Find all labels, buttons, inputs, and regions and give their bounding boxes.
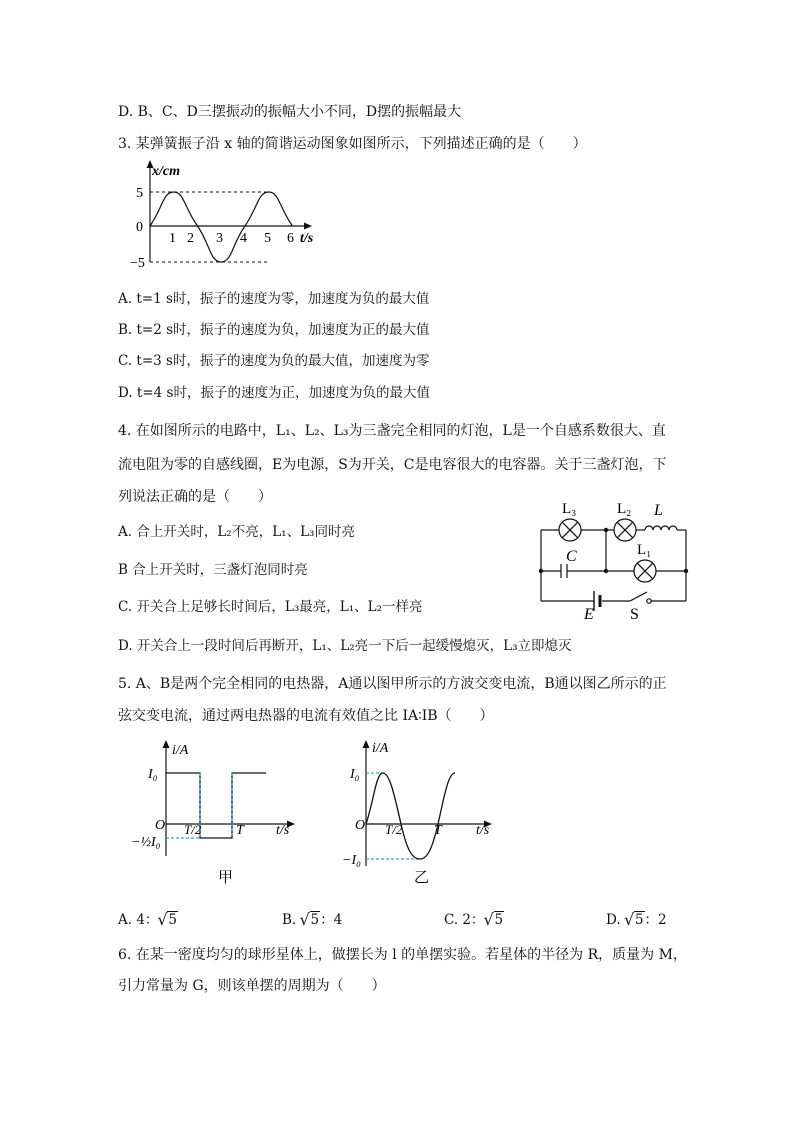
q5-stem-line-1: 5. A、B是两个完全相同的电热器，A通以图甲所示的方波交变电流，B通以图乙所示的正 <box>118 676 667 692</box>
sqrt-symbol: √ 5 <box>485 912 505 928</box>
graph-b-caption: 乙 <box>414 870 430 886</box>
sqrt-symbol: √ 5 <box>301 912 321 928</box>
graph-b-y-label: i/A <box>372 741 389 756</box>
q4-stem-line-2: 流电阻为零的自感线圈，E为电源，S为开关，C是电容很大的电容器。关于三盏灯泡，下 <box>118 457 667 473</box>
q3-y-tick-0: 0 <box>136 220 143 235</box>
q3-y-tick-5: 5 <box>136 186 143 201</box>
graph-a-neg-half-i0: −½I₀ <box>131 835 161 850</box>
q3-x-axis-label: t/s <box>300 231 314 246</box>
q5-option-d: D. √ 5：2 <box>606 908 667 928</box>
q5-stem-line-2: 弦交变电流，通过两电热器的电流有效值之比 IA∶IB（ ） <box>118 708 494 724</box>
q3-x-tick-4: 4 <box>240 231 247 246</box>
graph-a-origin: O <box>155 818 166 833</box>
graph-b-t-half: T/2 <box>385 822 403 837</box>
q4-stem-line-3: 列说法正确的是（ ） <box>118 489 272 505</box>
lamp-l2-label: L₂ <box>617 501 632 517</box>
q6-stem-line-1: 6. 在某一密度均匀的球形星体上，做摆长为 l 的单摆实验。若星体的半径为 R，质量为 M， <box>118 947 687 963</box>
graph-b-neg-i0: −I₀ <box>342 853 361 868</box>
q3-x-tick-5: 5 <box>264 231 271 246</box>
q6-stem-line-2: 引力常量为 G，则该单摆的周期为（ ） <box>118 978 386 994</box>
q3-option-a: A. t=1 s时，振子的速度为零，加速度为负的最大值 <box>118 291 430 307</box>
q5-option-c: C. 2：√ 5 <box>444 908 504 928</box>
q3-x-tick-1: 1 <box>169 231 176 246</box>
graph-b-t-full: T <box>434 823 442 838</box>
q4-option-b: B 合上开关时，三盏灯泡同时亮 <box>118 562 308 578</box>
q3-x-tick-3: 3 <box>216 231 223 246</box>
capacitor-c-label: C <box>566 548 577 565</box>
q3-stem: 3. 某弹簧振子沿 x 轴的简谐运动图象如图所示，下列描述正确的是（ ） <box>118 136 587 152</box>
q2-option-d: D. B、C、D三摆振动的振幅大小不同，D摆的振幅最大 <box>118 104 462 120</box>
q3-option-c: C. t=3 s时，振子的速度为负的最大值，加速度为零 <box>118 353 430 369</box>
lamp-l1-label: L₁ <box>637 542 652 558</box>
graph-a-caption: 甲 <box>218 870 234 886</box>
sqrt-symbol: √ 5 <box>625 912 645 928</box>
q3-shm-graph <box>130 158 330 273</box>
q4-option-a: A. 合上开关时，L₂不亮，L₁、L₃同时亮 <box>118 524 355 540</box>
graph-a-t-full: T <box>236 823 244 838</box>
q5-sine-wave-graph <box>338 738 503 888</box>
q4-stem-line-1: 4. 在如图所示的电路中，L₁、L₂、L₃为三盏完全相同的灯泡，L是一个自感系数很大、直 <box>118 423 666 439</box>
graph-b-i0-label: I₀ <box>350 767 360 782</box>
graph-a-x-label: t/s <box>276 823 290 838</box>
graph-a-t-half: T/2 <box>184 822 202 837</box>
graph-a-i0-label: I₀ <box>148 767 158 782</box>
graph-b-x-label: t/s <box>476 823 490 838</box>
q4-circuit-diagram <box>530 495 695 620</box>
q5-option-b: B. √ 5：4 <box>282 908 342 928</box>
switch-s-label: S <box>630 606 639 620</box>
q3-x-tick-2: 2 <box>187 231 194 246</box>
q5-option-a: A. 4：√ 5 <box>118 908 178 928</box>
sqrt-symbol: √ 5 <box>158 912 178 928</box>
q5-square-wave-graph <box>128 738 303 888</box>
lamp-l3-label: L₃ <box>562 501 577 517</box>
q3-option-d: D. t=4 s时，振子的速度为正，加速度为负的最大值 <box>118 385 430 401</box>
q4-option-c: C. 开关合上足够长时间后，L₃最亮，L₁、L₂一样亮 <box>118 599 423 615</box>
q3-x-tick-6: 6 <box>287 231 294 246</box>
q3-y-axis-label: x/cm <box>152 164 180 179</box>
inductor-l-label: L <box>654 502 663 519</box>
q3-option-b: B. t=2 s时，振子的速度为负，加速度为正的最大值 <box>118 322 430 338</box>
q4-option-d: D. 开关合上一段时间后再断开，L₁、L₂亮一下后一起缓慢熄灭，L₃立即熄灭 <box>118 638 572 654</box>
q3-y-tick-neg5: −5 <box>130 256 145 271</box>
graph-a-y-label: i/A <box>172 743 189 758</box>
battery-e-label: E <box>584 606 594 620</box>
graph-b-origin: O <box>355 818 366 833</box>
